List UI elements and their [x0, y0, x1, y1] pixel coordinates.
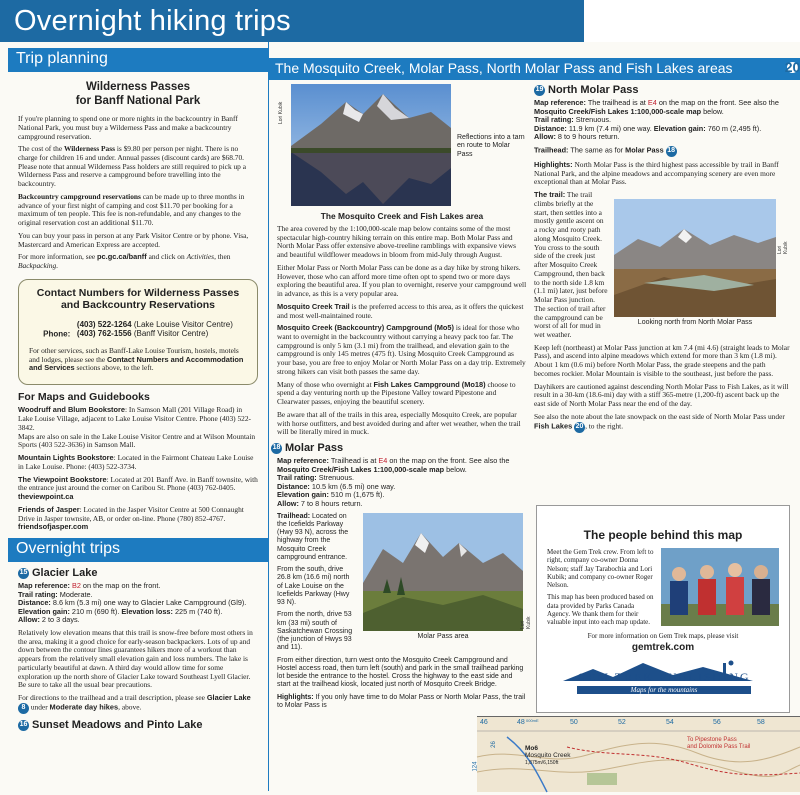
phone-note: (Banff Visitor Centre)	[131, 329, 209, 339]
molar-trailhead-row	[277, 513, 527, 657]
phone-note: (Lake Louise Visitor Centre)	[131, 319, 233, 329]
bold-text: Mosquito Creek (Backcountry) Campground (Mo5)	[277, 323, 454, 333]
crew-paragraph: Meet the Gem Trek crew. From left to right, company co-owner Donna Nelson; staff Jay Tarabochia and Lori Kubik; and company co-owner Roger Nelson.	[547, 548, 654, 590]
text: choose to spend a day venturing north up the Pipestone Valley toward Pipestone and Clearwater passes, enjoying the beautiful scenery.	[277, 379, 516, 407]
text: sections above, to the left.	[74, 363, 154, 373]
bold-text: Wilderness Pass	[63, 144, 115, 154]
text: For other services, such as Banff-Lake Louise Tourism, hostels, motels and lodges, please see the	[29, 345, 239, 364]
fact-value: Moderate.	[57, 589, 93, 599]
fact-value: on the map on the front.	[80, 580, 161, 590]
fact-value: 8.6 km (5.3 mi) one way to Glacier Lake Campground (Gl9).	[50, 598, 247, 608]
text: is the preferred access to this area, as it offers the quickest and most well-maintained route.	[277, 301, 524, 320]
fact-label: Distance:	[18, 598, 51, 608]
more-info-paragraph	[18, 253, 258, 270]
fact-label: Elevation gain:	[18, 606, 70, 616]
text: .	[56, 261, 59, 271]
bold-text: Trailhead:	[534, 145, 569, 155]
fact-value: Trailhead is at	[328, 456, 379, 466]
bookstore-entry	[18, 406, 258, 450]
area-paragraph: Either Molar Pass or North Molar Pass can be done as a day hike by strong hikers. However, those who can afford more time often opt to spend two or more days exploring the beautiful area. If you plan to overnight, reserve your campground well in advance, as this is a very popular area.	[277, 262, 527, 299]
fact-value: below.	[444, 464, 467, 474]
map-label: 1,875m/6,150ft	[525, 760, 559, 767]
bookstore-entry	[18, 454, 258, 471]
text: The trail climbs briefly at the start, then settles into a mostly gentle ascent on a rocky and rooty path along Mosquito Creek. You cross to the south side of the creek just after Mosquito Creek Campground, then back to the north side 1.8 km (1.1 mi) later, just before Molar Pass junction. The section of trail after the campground can be worst of all for mud in wet weather.	[534, 190, 608, 339]
mountain-photo-illustration	[614, 199, 776, 317]
text: , to the right.	[585, 420, 624, 430]
map-label: Mo6	[525, 745, 538, 752]
clipped-next-column	[792, 84, 800, 504]
overnight-trips-bar: Overnight trips	[8, 538, 268, 562]
text: and click on	[146, 252, 187, 262]
trip-number-badge: 19	[534, 85, 545, 96]
bold-text: Highlights:	[534, 160, 573, 170]
bookstore-entry	[18, 476, 258, 502]
map-tick: 48	[517, 719, 525, 726]
trip-number-badge: 20	[784, 59, 800, 76]
left-column	[8, 48, 268, 791]
url-text: theviewpoint.ca	[18, 492, 74, 502]
phone-list	[77, 320, 233, 339]
text: is $9.80 per person per night. There is no charge for children 16 and under. Annual passes (discount cards) are $68.70. Please note that annual Wilderness Pass holders are still required to pick up a Wilderness Pass and reserve a campground before travelling into the backcountry.	[18, 144, 247, 189]
trailhead-paragraph: From the south, drive 26.8 km (16.6 mi) north of Lake Louise on the Icefields Parkway (Hwy 93 N).	[277, 566, 350, 607]
map-tick: 56	[713, 719, 721, 726]
trip-number-badge: 8	[18, 703, 29, 714]
north-molar-keep-left: Keep left (northeast) at Molar Pass junction at km 7.4 (mi 4.6) (straight leads to Molar Pass), and ascend into alpine meadows which extend for more than 3 km (1.8 mi). About 1 km (0.6 mi) before North Molar Pass, the grade steepens and the path becomes rockier. Molar Mountain is visible to the southeast, just before the pass.	[534, 342, 790, 378]
mountain-photo-illustration	[291, 84, 451, 206]
north-molar-trail-text	[534, 191, 608, 343]
trip-number-badge: 18	[666, 146, 677, 157]
fact-label: Distance:	[534, 123, 567, 133]
more-info-line: For more information on Gem Trek maps, please visit	[587, 632, 739, 641]
fact-label: Elevation gain:	[277, 490, 329, 500]
trip-planning-bar: Trip planning	[8, 48, 268, 72]
bold-text: Backcountry campground reservations	[18, 191, 141, 201]
north-molar-photo-block	[614, 191, 776, 343]
text: : In Samson Mall (201 Village Road) in Lake Louise Village, adjacent to Lake Louise Visitor Centre. Phone (403) 522-3842.	[18, 405, 252, 432]
bold-text: The trail:	[534, 190, 566, 200]
text: , then	[214, 252, 231, 262]
north-molar-facts	[534, 99, 792, 142]
text: , above.	[118, 702, 142, 712]
map-label-num: 26	[490, 741, 497, 748]
map-tick-row	[477, 719, 800, 729]
areas-section-title: The Mosquito Creek, Molar Pass, North Molar Pass and Fish Lakes areas	[275, 60, 733, 76]
molar-pass-photo	[363, 513, 523, 631]
glacier-lake-heading	[18, 567, 258, 580]
map-tick-suffix: 000mE	[526, 718, 539, 723]
map-tick: 52	[618, 719, 626, 726]
reservation-paragraph	[18, 193, 258, 228]
sunset-meadows-heading	[18, 719, 258, 732]
bold-text: Trailhead:	[277, 512, 311, 520]
molar-directions: From either direction, turn west onto the Mosquito Creek Campground and Hostel access road, then turn left (south) and park in the small trailhead parking lot beside the entrance to the hostel. Cross the highway to the east side and start at the trailhead kiosk, located just north of Mosquito Creek Bridge.	[277, 656, 524, 689]
fact-label: Distance:	[277, 481, 310, 491]
trip-number-badge: 16	[18, 720, 29, 731]
photo-credit: Lori Kubik	[278, 101, 284, 124]
bold-text: Glacier Lake	[206, 693, 251, 703]
title-line-1: Contact Numbers for Wilderness Passes	[36, 286, 240, 299]
title-line-2: and Backcountry Reservations	[60, 299, 216, 312]
area-paragraph	[277, 303, 527, 320]
trip-number-badge: 20	[574, 422, 585, 433]
maps-guidebooks-heading: For Maps and Guidebooks	[18, 391, 150, 404]
map-code: E4	[647, 97, 657, 107]
north-molar-photo-caption: Looking north from North Molar Pass	[637, 319, 753, 327]
people-box-title: The people behind this map	[583, 528, 743, 542]
fact-value: Strenuous.	[573, 115, 612, 125]
fact-value: Strenuous.	[316, 473, 355, 483]
glacier-lake-directions	[18, 694, 258, 714]
mountain-photo-illustration	[363, 513, 523, 631]
text: The same as for	[568, 145, 626, 155]
bold-text: Mosquito Creek/Fish Lakes 1:100,000-scale map	[534, 106, 702, 116]
map-route-label	[687, 737, 750, 750]
area-heading: The Mosquito Creek and Fish Lakes area	[320, 211, 484, 221]
bold-text: Moderate day hikes	[49, 702, 119, 712]
trip-number-badge: 15	[18, 568, 29, 579]
text: can be made up to three months in advance of your first night of camping and cost $11.70 per booking for a maximum of ten people. This fee is non-refundable, and any changes to the original reservation cost an additional $11.70.	[18, 191, 245, 228]
north-molar-dayhikers: Dayhikers are cautioned against descending North Molar Pass to Fish Lakes, as it will result in a 30-km (18.6-mi) day with a stiff 365-metre (1,200-ft) ascent back up the east side of North Molar Pass near the end of the day.	[534, 381, 789, 409]
fact-label: Elevation loss:	[121, 606, 173, 616]
text: : Located in the Fairmont Chateau Lake Louise in Lake Louise. Phone: (403) 522-3734.	[18, 453, 254, 471]
text: is ideal for those who want to overnight in the backcountry without carrying a heavy pack too far. The campground is only 5 km (3.1 mi) from the trailhead, and elevation gain to the campground is only 145 metres (475 ft). Using Mosquito Creek Campground as your base, you are free to enjoy Molar or North Molar Pass on a day trip. Extremely strong hikers can visit both passes the same day.	[277, 323, 526, 376]
fact-value: 225 m (740 ft).	[172, 606, 223, 616]
bold-text: Mountain Lights Bookstore	[18, 453, 114, 463]
text: For directions to the trailhead and a trail description, please see	[18, 693, 207, 703]
map-tick: 54	[666, 719, 674, 726]
map-code: B2	[71, 580, 81, 590]
fact-value: 11.9 km (7.4 mi) one way.	[566, 123, 652, 133]
text: If you only have time to do Molar Pass or North Molar Pass, the trail to Molar Pass is	[277, 693, 526, 709]
phone-numbers	[29, 320, 247, 339]
fact-value: 210 m (690 ft).	[69, 606, 120, 616]
fact-label: Trail rating:	[18, 589, 58, 599]
trailhead-paragraph	[277, 513, 357, 563]
trip-title: Sunset Meadows and Pinto Lake	[32, 718, 203, 731]
north-molar-trail-row	[534, 191, 792, 343]
pass-cost-paragraph	[18, 145, 258, 189]
area-paragraph: Be aware that all of the trails in this area, especially Mosquito Creek, are popular with horse outfitters, and best avoided during and after wet weather, when the trail will be literally mired in muck.	[277, 409, 521, 437]
map-y-tick: 124	[472, 761, 479, 772]
fact-value: below.	[701, 106, 724, 116]
bold-text: Woodruff and Blum Bookstore	[18, 405, 126, 415]
molar-pass-facts	[277, 457, 527, 509]
bold-text: Contact Numbers and Accommodation and Services	[29, 354, 244, 373]
trip-title: North Molar Pass	[548, 84, 639, 96]
fact-value: 2 to 3 days.	[39, 615, 80, 625]
people-box-text	[547, 548, 655, 630]
area-paragraph: The area covered by the 1:100,000-scale map below contains some of the most spectacular high-country hiking terrain on this entire map. Both Molar Pass and North Molar Pass offer extensive above-treeline ramblings with expansive views and beautiful wildflower meadows in bloom from mid-July through August.	[277, 223, 516, 260]
areas-section-bar	[269, 58, 800, 80]
tarn-reflection-photo	[291, 84, 451, 206]
north-molar-trailhead	[534, 146, 792, 157]
trailhead-paragraph: From the north, drive 53 km (33 mi) south of Saskatchewan Crossing (the junction of Hwys 93 and 11).	[277, 611, 353, 652]
north-molar-heading	[534, 84, 792, 97]
map-tick: 58	[757, 719, 765, 726]
area-paragraph	[277, 381, 527, 407]
text: See also the note about the late snowpack on the east side of North Molar Pass under	[534, 411, 785, 421]
fact-value: on the map on the front. See also the	[387, 456, 510, 466]
heading-line-2: for Banff National Park	[75, 95, 201, 108]
fact-label: Elevation gain:	[653, 123, 706, 133]
map-label: and Dolomite Pass Trail	[687, 743, 751, 750]
bold-text: Mosquito Creek/Fish Lakes 1:100,000-scale map	[277, 464, 445, 474]
tarn-photo-caption: Reflections into a tarn en route to Molar Pass	[457, 134, 525, 158]
bold-text: Highlights:	[277, 693, 314, 701]
data-credit-paragraph: This map has been produced based on data provided by Parks Canada Agency. We thank them for their valuable input into each map update.	[547, 593, 654, 627]
fact-label: Trail rating:	[534, 115, 574, 125]
gemtrek-logo-text: GEM TREK PUBLISHING	[577, 670, 751, 684]
glacier-lake-facts	[18, 582, 258, 625]
crew-photo-illustration	[661, 548, 779, 626]
right-column	[534, 84, 792, 501]
molar-photo-block	[363, 513, 523, 657]
fact-label: Map reference:	[277, 456, 329, 466]
gemtrek-tagline: Maps for the mountains	[577, 686, 751, 694]
text: For more information, see	[18, 252, 98, 262]
photo-credit: Lori Kubik	[520, 616, 532, 629]
bold-text: Mosquito Creek Trail	[277, 301, 350, 311]
fact-label: Map reference:	[534, 97, 586, 107]
fact-value: 8 to 9 hours return.	[555, 132, 620, 142]
text: The cost of the	[18, 144, 64, 154]
north-molar-highlights	[534, 161, 792, 187]
phone-number: (403) 522-1264	[76, 319, 132, 329]
bold-text: The Viewpoint Bookstore	[18, 474, 107, 484]
text: Located on the Icefields Parkway (Hwy 93 N), across the highway from the Mosquito Creek campground entrance.	[277, 512, 349, 561]
italic-text: Backpacking	[18, 261, 57, 271]
fact-value: 760 m (2,495 ft).	[705, 123, 762, 133]
molar-photo-caption: Molar Pass area	[417, 632, 469, 640]
bold-text: Fish Lakes Campground (Mo18)	[373, 379, 486, 389]
fact-value: 7 to 8 hours return.	[298, 499, 363, 509]
bookstore-entry	[18, 506, 258, 532]
map-code: E4	[378, 456, 388, 466]
trip-title: Molar Pass	[285, 442, 344, 455]
text: North Molar Pass is the third highest pass accessible by trail in Banff National Park, and the alpine meadows and accompanying scenery are even more exceptional than at Molar Pass.	[534, 160, 779, 187]
north-molar-photo	[614, 199, 776, 317]
text: : Located in the Jasper Visitor Centre at 500 Connaught Drive in Jasper townsite, AB, or order on-line. Phone (780) 852-4767.	[18, 504, 244, 523]
trip-title: Glacier Lake	[32, 566, 98, 579]
fact-label: Map reference:	[18, 580, 70, 590]
purchase-paragraph: You can buy your pass in person at any Park Visitor Centre or by phone. Visa, Mastercard and American Express are accepted.	[18, 230, 249, 249]
page-banner	[0, 0, 800, 42]
trip-number-badge: 18	[271, 443, 282, 454]
molar-trailhead-text	[277, 513, 357, 657]
map-excerpt[interactable]	[472, 716, 800, 791]
fact-label: Allow:	[18, 615, 40, 625]
map-label: Mosquito Creek	[525, 752, 571, 760]
map-campground-label	[525, 745, 571, 767]
bold-text: Friends of Jasper	[18, 504, 80, 514]
fact-label: Allow:	[534, 132, 556, 142]
banner-blank-area	[584, 0, 800, 42]
bold-text: Fish Lakes	[534, 420, 573, 430]
pass-intro-paragraph: If you're planning to spend one or more nights in the backcountry in Banff National Park, you must buy a Wilderness Pass and make a backcountry campground reservation.	[18, 114, 238, 141]
column-divider	[268, 42, 269, 791]
phone-label: Phone:	[43, 329, 71, 339]
contact-box-title	[29, 287, 247, 312]
bold-text: Molar Pass	[625, 145, 664, 155]
other-services-text	[29, 347, 247, 373]
text: under	[29, 702, 50, 712]
trail-paragraph	[534, 191, 608, 339]
fact-label: Trail rating:	[277, 473, 317, 483]
page-title: Overnight hiking trips	[14, 5, 291, 37]
fact-value: 10.5 km (6.5 mi) one way.	[309, 481, 396, 491]
phone-number: (403) 762-1556	[76, 329, 132, 339]
fact-label: Allow:	[277, 499, 299, 509]
crew-photo	[661, 548, 779, 626]
fact-value: 510 m (1,675 ft).	[328, 490, 385, 500]
text: Maps are also on sale in the Lake Louise Visitor Centre and at Wilson Mountain Sports (403 522-3636) in Samson Mall.	[18, 431, 256, 450]
text: Many of those who overnight at	[277, 379, 374, 389]
wilderness-pass-heading	[18, 80, 258, 108]
map-label: To Pipestone Pass	[687, 737, 737, 743]
people-box-content	[537, 548, 789, 630]
molar-highlights	[277, 694, 527, 711]
north-molar-see-also	[534, 413, 792, 433]
fact-value: The trailhead is at	[585, 97, 648, 107]
people-behind-map-box	[536, 505, 790, 713]
map-tick: 50	[570, 719, 578, 726]
molar-pass-heading	[271, 442, 527, 455]
fact-value: on the map on the front. See also the	[656, 97, 779, 107]
photo-credit: Lori Kubik	[777, 241, 789, 254]
glacier-lake-description: Relatively low elevation means that this trail is snow-free before most others in the area, making it a good choice for early-season backpackers. Lots of up and down between the contour lines guarantees hikers more of a workout than appears from the relatively small elevation gain and loss numbers. The lake is particularly beautiful at dawn. A third day would allow time for some exploration up the north shore of Glacier Lake toward Southeast Lyell Glacier. Be sure to take all the usual bear precautions.	[18, 627, 253, 690]
url-text: pc.gc.ca/banff	[97, 252, 147, 262]
url-text: friendsofjasper.com	[18, 522, 89, 532]
italic-text: Activities	[186, 252, 215, 262]
area-paragraph	[277, 324, 527, 376]
contact-numbers-box	[18, 279, 258, 385]
gemtrek-url[interactable]: gemtrek.com	[631, 641, 695, 653]
tarn-photo-row	[291, 84, 527, 206]
heading-line-1: Wilderness Passes	[85, 81, 191, 93]
text: : Located at 201 Banff Ave. in Banff townsite, with the entrance just around the corner on Caribou St. Phone (403) 762-0405.	[18, 474, 258, 493]
map-tick: 46	[480, 719, 488, 726]
